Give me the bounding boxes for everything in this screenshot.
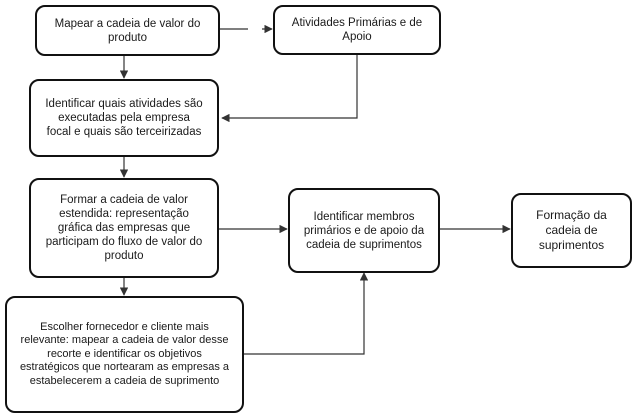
node-text: Identificar membros primários e de apoio da cadeia de suprimentos	[303, 210, 425, 251]
node-text: Formar a cadeia de valor estendida: representação gráfica das empresas que participam do fluxo de valor do produto	[45, 194, 203, 262]
node-text: Mapear a cadeia de valor do produto	[54, 17, 201, 44]
arrow-atividades-to-identificar-atividades	[222, 55, 357, 118]
node-text: Atividades Primárias e de Apoio	[291, 17, 423, 43]
node-text: Identificar quais atividades são executadas pela empresa focal e quais são terceirizadas	[45, 98, 203, 138]
arrow-escolher-to-identificar-membros	[244, 273, 364, 354]
node-identificar-atividades	[29, 79, 219, 157]
node-mapear-cadeia-valor	[35, 5, 220, 56]
node-formar-cadeia-estendida	[29, 178, 219, 278]
node-text: Formação da cadeia de suprimentos	[536, 208, 607, 252]
node-escolher-fornecedor-cliente	[5, 296, 244, 413]
node-text: Escolher fornecedor e cliente mais relevante: mapear a cadeia de valor desse recorte e identificar os objetivos estratégicos que nortearam as empresas a estabelecerem a cadeia de suprimento	[19, 320, 230, 387]
node-identificar-membros	[288, 188, 440, 273]
node-formacao-cadeia-suprimentos	[511, 193, 632, 268]
node-atividades-primarias-apoio	[273, 5, 441, 55]
